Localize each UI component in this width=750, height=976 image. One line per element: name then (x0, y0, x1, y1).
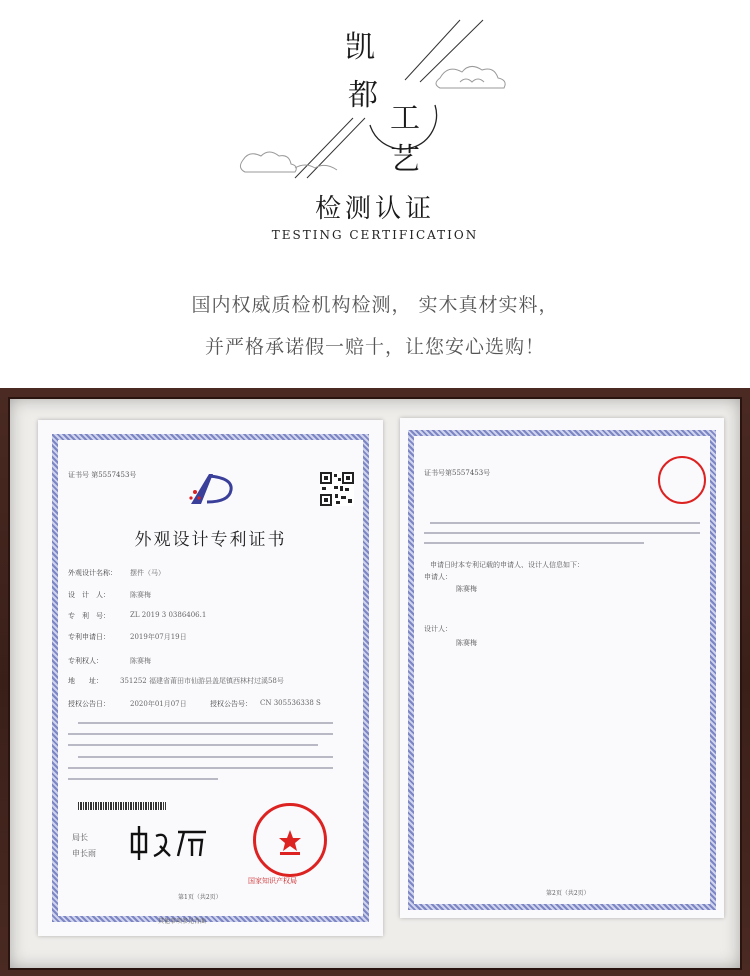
field-label: 外观设计名称： (68, 569, 117, 577)
field-value: 摆件（马） (130, 569, 165, 577)
paragraph-line (78, 756, 333, 758)
field-value: ZL 2019 3 0386406.1 (130, 611, 207, 619)
brand-char-3: 工 (390, 101, 420, 136)
designer-label: 设计人： (424, 625, 452, 633)
page-number: 第2页（共2页） (546, 890, 590, 897)
field-value: 2020年01月07日 (130, 700, 187, 708)
field-label: 设 计 人： (68, 591, 110, 599)
signature-label-2: 申长雨 (72, 849, 96, 858)
brand-char-1: 凯 (345, 30, 375, 65)
section-title: 检测认证 (314, 194, 435, 224)
field-value: 351252 福建省莆田市仙游县盖尾镇西林村过溪58号 (120, 677, 284, 685)
field-value: 2019年07月19日 (130, 633, 187, 641)
field-label: 专 利 号： (68, 612, 110, 620)
certificate-page-left (38, 420, 383, 936)
certificate-number: 证书号第5557453号 (424, 469, 491, 477)
field-label: 地 址： (68, 677, 103, 685)
patent-emblem-icon (183, 470, 237, 510)
paragraph-line (430, 522, 700, 524)
intro-line-2: 并严格承诺假一赔十，让您安心选购！ (204, 336, 545, 358)
designer-value: 陈赛梅 (456, 639, 477, 647)
paragraph-line (68, 744, 318, 746)
certificate-page-right (400, 418, 724, 918)
paragraph-line (78, 722, 333, 724)
brand-char-2: 都 (348, 78, 378, 113)
qr-code-icon (320, 472, 354, 506)
brand-logo-decoration (235, 10, 525, 185)
paragraph-line (68, 767, 333, 769)
field-label: 授权公告号： (210, 700, 252, 708)
paragraph-line (424, 532, 700, 534)
certificate-title: 外观设计专利证书 (134, 530, 287, 550)
paragraph-line (424, 542, 644, 544)
intro-line-1: 国内权威质检机构检测， 实木真材实料， (191, 294, 559, 316)
field-value: 陈赛梅 (130, 657, 151, 665)
applicant-label: 申请人： (424, 573, 452, 581)
applicant-value: 陈赛梅 (456, 585, 477, 593)
footer-note: 其他事项参见背面 (158, 918, 207, 925)
applicant-info-line: 申请日时本专利记载的申请人、设计人信息如下： (430, 561, 584, 569)
field-value: CN 305536338 S (260, 699, 321, 707)
field-value: 陈赛梅 (130, 591, 151, 599)
seal-text: 国家知识产权局 (248, 877, 297, 885)
brand-char-4: 艺 (390, 142, 420, 177)
barcode (78, 802, 166, 810)
field-label: 专利申请日： (68, 633, 110, 641)
official-seal (253, 803, 327, 877)
certificate-number: 证书号 第5557453号 (68, 471, 137, 479)
signature-image (126, 822, 216, 862)
signature-label-1: 局长 (72, 833, 88, 842)
paragraph-line (68, 733, 333, 735)
field-label: 专利权人： (68, 657, 103, 665)
page-number: 第1页（共2页） (178, 894, 222, 901)
paragraph-line (68, 778, 218, 780)
official-seal (658, 456, 706, 504)
field-label: 授权公告日： (68, 700, 110, 708)
section-subtitle: TESTING CERTIFICATION (271, 228, 479, 242)
decorative-border (408, 430, 716, 910)
